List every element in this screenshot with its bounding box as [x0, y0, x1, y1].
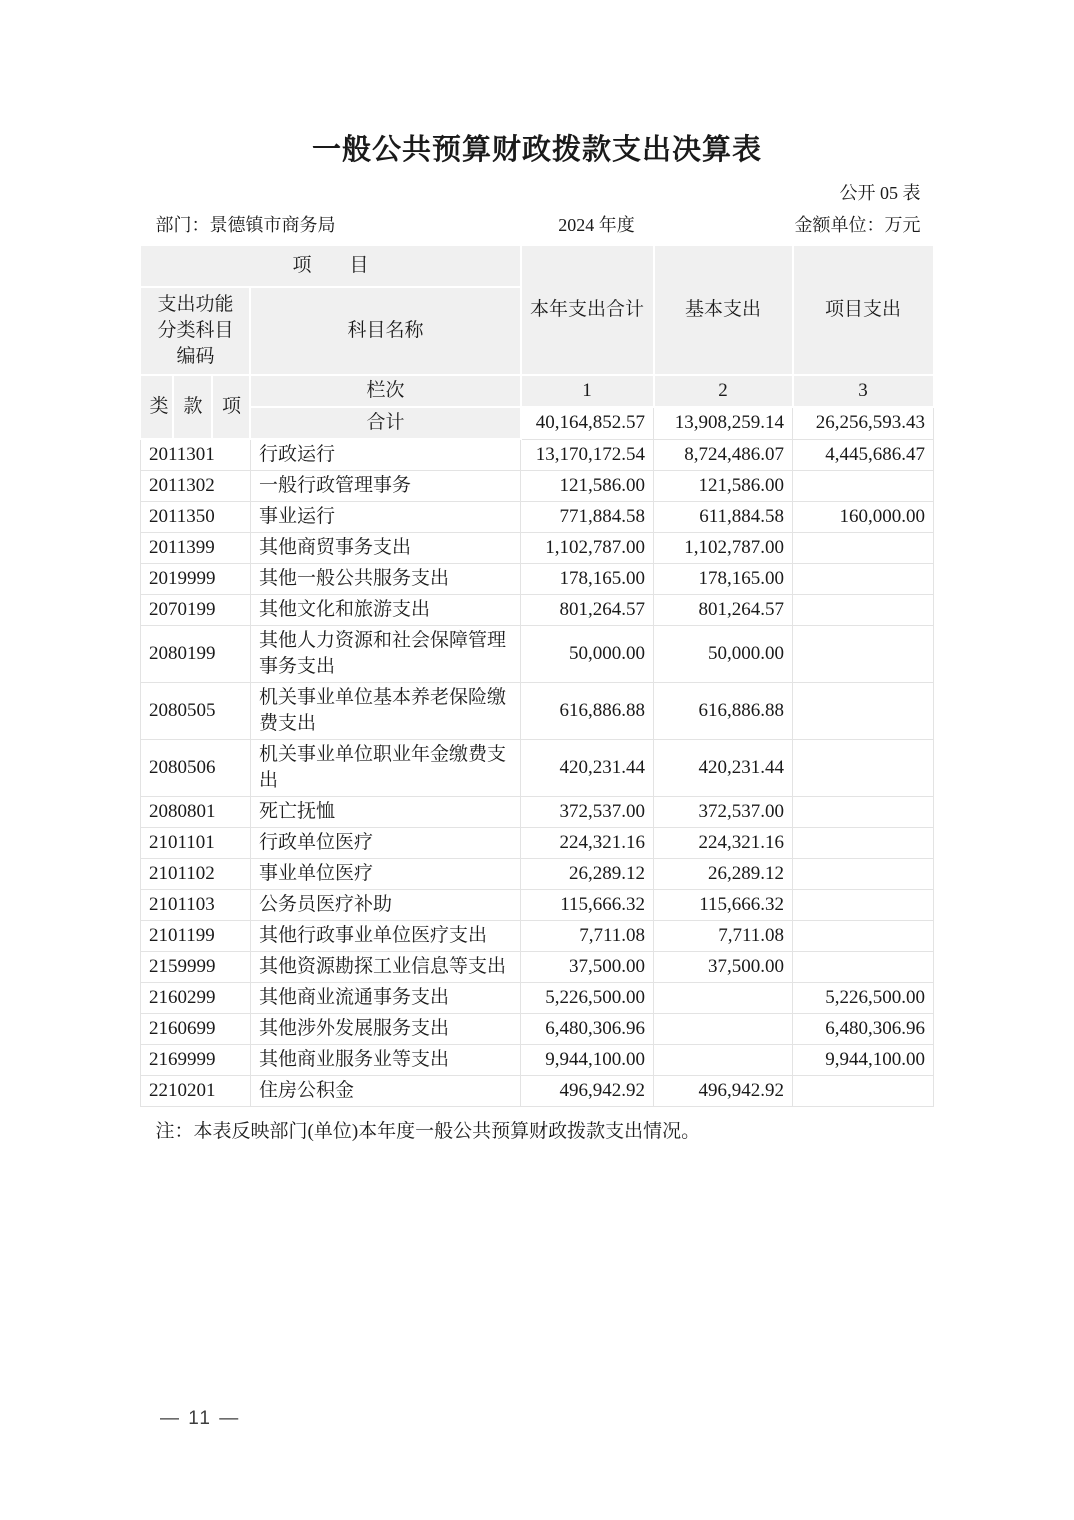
row-total-this-year: 496,942.92	[521, 1076, 654, 1107]
row-basic-expenditure: 7,711.08	[654, 921, 793, 952]
row-function-code: 2019999	[140, 564, 250, 595]
row-function-code: 2101101	[140, 828, 250, 859]
page-title: 一般公共预算财政拨款支出决算表	[311, 134, 762, 166]
row-total-this-year: 801,264.57	[521, 595, 654, 626]
table-row	[140, 952, 933, 983]
header-column-index-1: 1	[521, 375, 654, 407]
row-project-expenditure	[793, 626, 934, 683]
row-project-expenditure	[793, 564, 934, 595]
row-subject-name: 公务员医疗补助	[250, 890, 520, 921]
header-sub-col-item: 项	[212, 375, 250, 439]
header-subject-name: 科目名称	[250, 287, 520, 375]
row-subject-name: 其他资源勘探工业信息等支出	[250, 952, 520, 983]
row-basic-expenditure: 26,289.12	[654, 859, 793, 890]
row-function-code: 2160699	[140, 1014, 250, 1045]
header-column-index-3: 3	[793, 375, 934, 407]
grand-total-this-year: 40,164,852.57	[521, 407, 654, 439]
row-project-expenditure	[793, 890, 934, 921]
table-row	[140, 828, 933, 859]
row-basic-expenditure: 37,500.00	[654, 952, 793, 983]
table-row	[140, 859, 933, 890]
grand-total-label: 合计	[250, 407, 520, 439]
row-total-this-year: 420,231.44	[521, 740, 654, 797]
row-project-expenditure	[793, 471, 934, 502]
table-row	[140, 595, 933, 626]
table-row	[140, 890, 933, 921]
row-function-code: 2011302	[140, 471, 250, 502]
table-row	[140, 740, 933, 797]
header-col-total-this-year: 本年支出合计	[521, 245, 654, 375]
row-subject-name: 死亡抚恤	[250, 797, 520, 828]
row-project-expenditure	[793, 740, 934, 797]
row-total-this-year: 224,321.16	[521, 828, 654, 859]
row-function-code: 2011301	[140, 439, 250, 471]
row-basic-expenditure: 224,321.16	[654, 828, 793, 859]
row-subject-name: 行政单位医疗	[250, 828, 520, 859]
table-code: 公开 05 表	[839, 183, 921, 203]
row-subject-name: 其他人力资源和社会保障管理事务支出	[250, 626, 520, 683]
row-total-this-year: 771,884.58	[521, 502, 654, 533]
header-column-index-label: 栏次	[250, 375, 520, 407]
row-total-this-year: 616,886.88	[521, 683, 654, 740]
row-function-code: 2159999	[140, 952, 250, 983]
row-project-expenditure	[793, 595, 934, 626]
row-basic-expenditure	[654, 983, 793, 1014]
meta-department: 部门：景德镇市商务局	[155, 215, 336, 235]
row-project-expenditure	[793, 828, 934, 859]
row-basic-expenditure: 8,724,486.07	[654, 439, 793, 471]
row-total-this-year: 7,711.08	[521, 921, 654, 952]
grand-total-project: 26,256,593.43	[793, 407, 934, 439]
table-row	[140, 502, 933, 533]
table-row	[140, 797, 933, 828]
grand-total-basic: 13,908,259.14	[654, 407, 793, 439]
row-basic-expenditure	[654, 1014, 793, 1045]
row-function-code: 2080801	[140, 797, 250, 828]
table-row	[140, 626, 933, 683]
row-project-expenditure: 160,000.00	[793, 502, 934, 533]
row-project-expenditure	[793, 921, 934, 952]
row-subject-name: 住房公积金	[250, 1076, 520, 1107]
row-function-code: 2169999	[140, 1045, 250, 1076]
budget-table	[139, 244, 934, 1107]
table-row	[140, 564, 933, 595]
row-basic-expenditure: 616,886.88	[654, 683, 793, 740]
row-function-code: 2101102	[140, 859, 250, 890]
row-function-code: 2070199	[140, 595, 250, 626]
header-sub-col-section: 款	[173, 375, 212, 439]
row-function-code: 2011350	[140, 502, 250, 533]
row-basic-expenditure: 1,102,787.00	[654, 533, 793, 564]
row-basic-expenditure: 372,537.00	[654, 797, 793, 828]
row-total-this-year: 13,170,172.54	[521, 439, 654, 471]
row-subject-name: 其他一般公共服务支出	[250, 564, 520, 595]
row-function-code: 2080505	[140, 683, 250, 740]
row-function-code: 2080199	[140, 626, 250, 683]
row-total-this-year: 5,226,500.00	[521, 983, 654, 1014]
table-row	[140, 1014, 933, 1045]
row-basic-expenditure: 178,165.00	[654, 564, 793, 595]
row-project-expenditure	[793, 1076, 934, 1107]
row-project-expenditure	[793, 683, 934, 740]
row-project-expenditure	[793, 797, 934, 828]
row-total-this-year: 121,586.00	[521, 471, 654, 502]
row-subject-name: 机关事业单位职业年金缴费支出	[250, 740, 520, 797]
row-total-this-year: 26,289.12	[521, 859, 654, 890]
meta-unit: 金额单位：万元	[794, 215, 921, 235]
row-subject-name: 其他文化和旅游支出	[250, 595, 520, 626]
header-column-index-2: 2	[654, 375, 793, 407]
table-note: 注：本表反映部门(单位)本年度一般公共预算财政拨款支出情况。	[155, 1121, 701, 1142]
row-subject-name: 其他商业服务业等支出	[250, 1045, 520, 1076]
row-project-expenditure: 6,480,306.96	[793, 1014, 934, 1045]
row-subject-name: 其他涉外发展服务支出	[250, 1014, 520, 1045]
header-col-project-expenditure: 项目支出	[793, 245, 934, 375]
table-row	[140, 1045, 933, 1076]
row-total-this-year: 6,480,306.96	[521, 1014, 654, 1045]
row-total-this-year: 37,500.00	[521, 952, 654, 983]
header-col-basic-expenditure: 基本支出	[654, 245, 793, 375]
row-project-expenditure	[793, 952, 934, 983]
row-function-code: 2210201	[140, 1076, 250, 1107]
row-function-code: 2160299	[140, 983, 250, 1014]
header-sub-col-class: 类	[140, 375, 173, 439]
row-basic-expenditure	[654, 1045, 793, 1076]
table-row	[140, 439, 933, 471]
row-basic-expenditure: 611,884.58	[654, 502, 793, 533]
row-project-expenditure	[793, 533, 934, 564]
table-row	[140, 921, 933, 952]
page-number: — 11 —	[160, 1408, 241, 1429]
table-row	[140, 471, 933, 502]
row-total-this-year: 178,165.00	[521, 564, 654, 595]
row-basic-expenditure: 50,000.00	[654, 626, 793, 683]
row-subject-name: 一般行政管理事务	[250, 471, 520, 502]
row-total-this-year: 115,666.32	[521, 890, 654, 921]
row-subject-name: 其他行政事业单位医疗支出	[250, 921, 520, 952]
row-project-expenditure	[793, 859, 934, 890]
row-basic-expenditure: 496,942.92	[654, 1076, 793, 1107]
row-total-this-year: 9,944,100.00	[521, 1045, 654, 1076]
row-total-this-year: 372,537.00	[521, 797, 654, 828]
row-subject-name: 事业运行	[250, 502, 520, 533]
table-row	[140, 983, 933, 1014]
row-project-expenditure: 5,226,500.00	[793, 983, 934, 1014]
row-function-code: 2101199	[140, 921, 250, 952]
row-project-expenditure: 4,445,686.47	[793, 439, 934, 471]
table-row	[140, 1076, 933, 1107]
row-function-code: 2011399	[140, 533, 250, 564]
meta-year: 2024 年度	[558, 215, 635, 235]
row-subject-name: 事业单位医疗	[250, 859, 520, 890]
row-total-this-year: 1,102,787.00	[521, 533, 654, 564]
row-subject-name: 其他商贸事务支出	[250, 533, 520, 564]
row-total-this-year: 50,000.00	[521, 626, 654, 683]
row-function-code: 2101103	[140, 890, 250, 921]
table-row	[140, 683, 933, 740]
row-basic-expenditure: 115,666.32	[654, 890, 793, 921]
row-subject-name: 机关事业单位基本养老保险缴费支出	[250, 683, 520, 740]
row-basic-expenditure: 121,586.00	[654, 471, 793, 502]
row-basic-expenditure: 420,231.44	[654, 740, 793, 797]
row-subject-name: 其他商业流通事务支出	[250, 983, 520, 1014]
meta-row	[141, 212, 934, 238]
row-project-expenditure: 9,944,100.00	[793, 1045, 934, 1076]
row-basic-expenditure: 801,264.57	[654, 595, 793, 626]
header-function-code: 支出功能分类科目编码	[140, 287, 250, 375]
table-row	[140, 533, 933, 564]
row-function-code: 2080506	[140, 740, 250, 797]
row-subject-name: 行政运行	[250, 439, 520, 471]
header-project: 项 目	[140, 245, 520, 287]
